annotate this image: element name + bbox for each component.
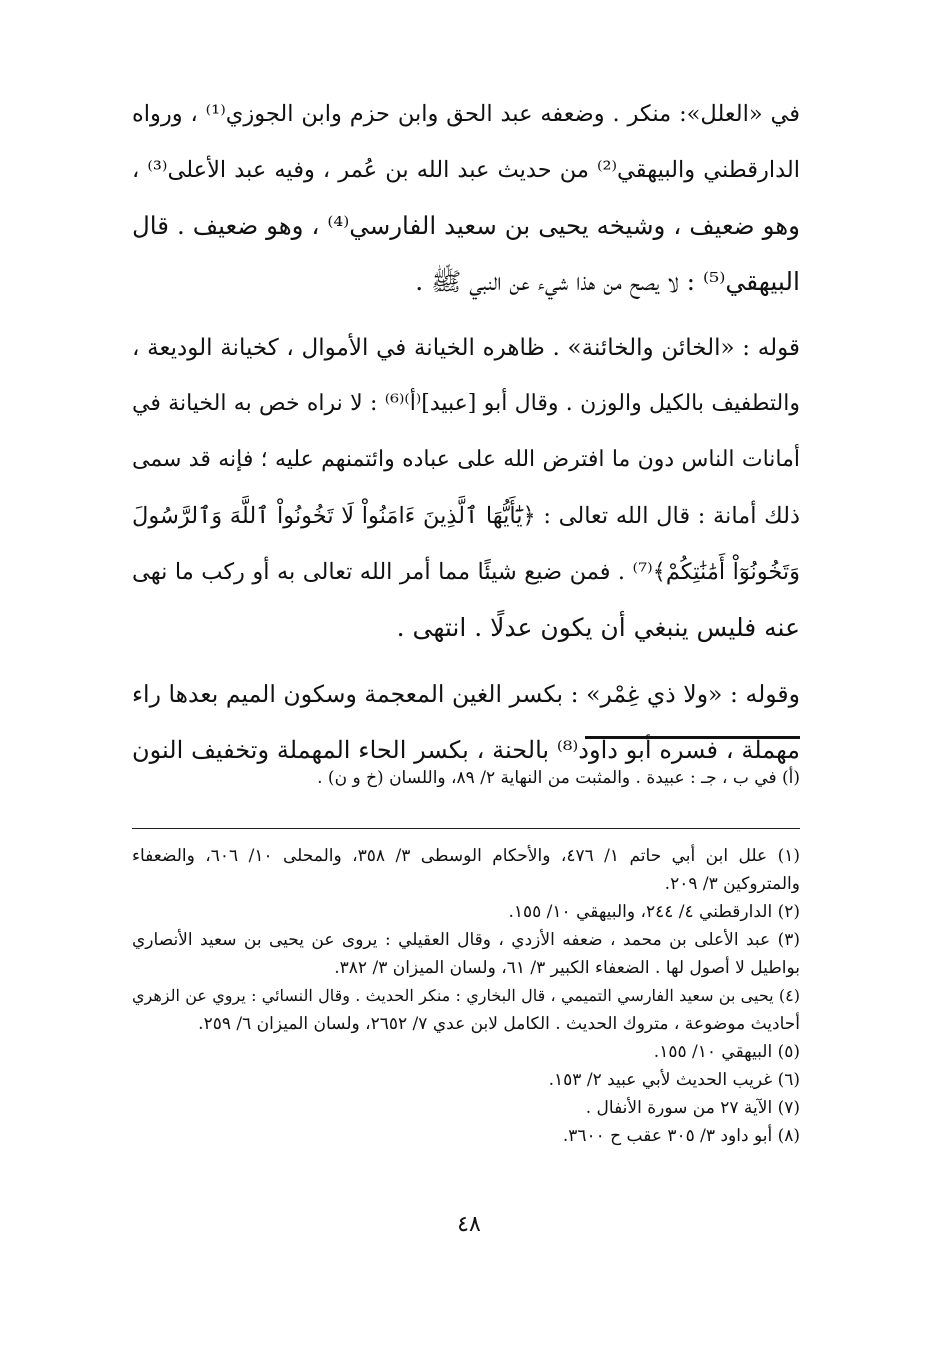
footnote-rule	[585, 736, 800, 739]
footnote-line: (٢) الدارقطني ٤/ ٢٤٤، والبيهقي ١٠/ ١٥٥.	[508, 902, 800, 922]
variant-notes	[132, 764, 800, 792]
footnote-separator	[132, 828, 800, 829]
footnote-line: (٣) عبد الأعلى بن محمد ، ضعفه الأزدي ، وقال العقيلي : يروى عن يحيى بن سعيد الأنصاري	[132, 930, 800, 950]
footnotes	[132, 842, 800, 1150]
text-line: البيهقي⁽⁵⁾ : لا يصح من هذا شيء عن النبي ﷺ .	[415, 267, 800, 296]
text-line: قوله : «الخائن والخائنة» . ظاهره الخيانة في الأموال ، كخيانة الوديعة ،	[132, 335, 800, 361]
footnote-line: (٨) أبو داود ٣/ ٣٠٥ عقب ح ٣٦٠٠.	[562, 1126, 800, 1146]
text-line: الدارقطني والبيهقي⁽²⁾ من حديث عبد الله بن عُمر ، وفيه عبد الأعلى⁽³⁾ ،	[132, 157, 800, 183]
footnote-line: (٥) البيهقي ١٠/ ١٥٥.	[653, 1042, 800, 1062]
footnote-line: والمتروكين ٣/ ٢٠٩.	[664, 874, 800, 894]
quran-verse-line: ذلك أمانة : قال الله تعالى : ﴿يَٰٓأَيُّهَا ٱلَّذِينَ ءَامَنُواْ لَا تَخُونُواْ ٱللَّهَ وَٱلرَّسُولَ	[132, 503, 800, 529]
main-text	[132, 86, 800, 778]
footnote-line: (٤) يحيى بن سعيد الفارسي التميمي ، قال البخاري : منكر الحديث . وقال النسائي : يروي عن الزهري	[132, 986, 800, 1005]
footnote-line: بواطيل لا أصول لها . الضعفاء الكبير ٣/ ٦١، ولسان الميزان ٣/ ٣٨٢.	[334, 958, 800, 978]
page-number: ٤٨	[457, 1212, 481, 1237]
footnote-line: أحاديث موضوعة ، متروك الحديث . الكامل لابن عدي ٧/ ٢٦٥٢، ولسان الميزان ٦/ ٢٥٩.	[198, 1014, 800, 1034]
footnote-line: (٦) غريب الحديث لأبي عبيد ٢/ ١٥٣.	[548, 1070, 800, 1090]
text-line: وهو ضعيف ، وشيخه يحيى بن سعيد الفارسي⁽⁴⁾ ، وهو ضعيف . قال	[132, 211, 800, 240]
text-line: في «العلل»: منكر . وضعفه عبد الحق وابن حزم وابن الجوزي⁽¹⁾ ، ورواه	[132, 101, 801, 127]
quran-verse-line: وَتَخُونُوٓاْ أَمَٰنَٰتِكُمْ﴾⁽⁷⁾ . فمن ضيع شيئًا مما أمر الله تعالى به أو ركب ما نهى	[132, 559, 800, 585]
text-line: أمانات الناس دون ما افترض الله على عباده وائتمنهم عليه ؛ فإنه قد سمى	[132, 447, 800, 472]
footnote-line: (٧) الآية ٢٧ من سورة الأنفال .	[585, 1098, 800, 1118]
text-line: والتطفيف بالكيل والوزن . وقال أبو [عبيد]⁽أ⁾⁽⁶⁾ : لا نراه خص به الخيانة في	[132, 391, 800, 416]
text-line: عنه فليس ينبغي أن يكون عدلًا . انتهى .	[396, 613, 800, 642]
variant-note: (أ) في ب ، جـ : عبيدة . والمثبت من النهاية ٢/ ٨٩، واللسان (خ و ن) .	[317, 768, 800, 788]
text-line: وقوله : «ولا ذي غِمْر» : بكسر الغين المعجمة وسكون الميم بعدها راء	[132, 680, 800, 708]
footnote-line: (١) علل ابن أبي حاتم ١/ ٤٧٦، والأحكام الوسطى ٣/ ٣٥٨، والمحلى ١٠/ ٦٠٦، والضعفاء	[132, 846, 800, 866]
text-line: مهملة ، فسره أبو داود⁽⁸⁾ بالحنة ، بكسر الحاء المهملة وتخفيف النون	[132, 736, 801, 764]
